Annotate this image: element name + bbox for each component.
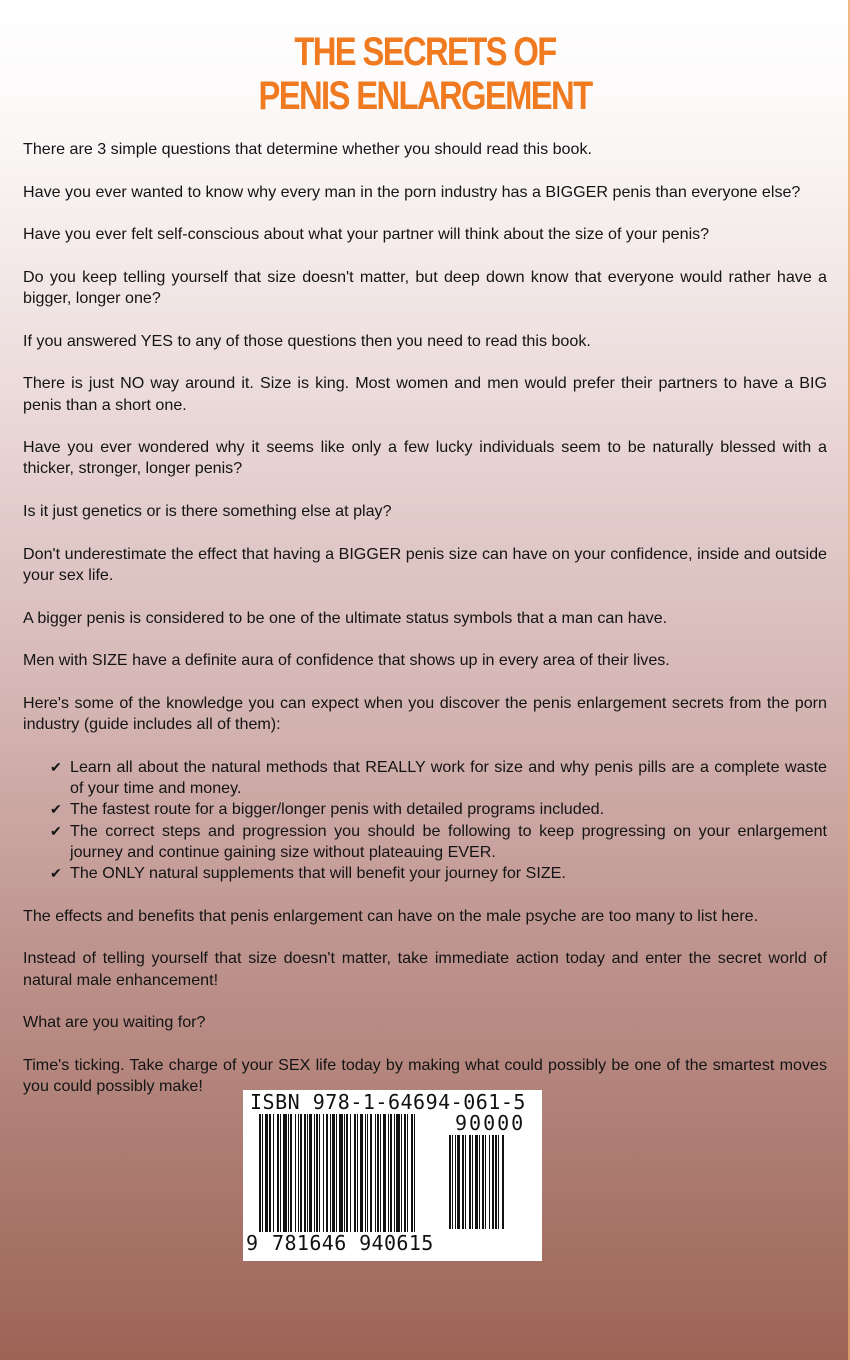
- paragraph: Is it just genetics or is there something else at play?: [23, 502, 392, 521]
- isbn-label: ISBN 978-1-64694-061-5: [250, 1090, 526, 1114]
- book-title: [0, 30, 850, 118]
- barcode-bar: [394, 1114, 395, 1232]
- list-item: [50, 799, 827, 820]
- paragraph: Don't underestimate the effect that having a BIGGER penis size can have on your confidence, inside and outside your sex life.: [23, 544, 827, 584]
- isbn-barcode: [243, 1090, 542, 1261]
- barcode-bar: [265, 1114, 268, 1232]
- barcode-bar: [383, 1114, 386, 1232]
- barcode-bar: [283, 1114, 287, 1232]
- paragraph: If you answered YES to any of those questions then you need to read this book.: [23, 331, 591, 350]
- barcode-bar: [262, 1114, 263, 1232]
- paragraph: Here's some of the knowledge you can expect when you discover the penis enlargement secrets from the porn industry (guide includes all of them):: [23, 693, 827, 734]
- barcode-bar: [309, 1114, 312, 1232]
- barcode-bar: [492, 1135, 494, 1229]
- barcode-bar: [455, 1135, 456, 1229]
- list-item: [50, 757, 827, 800]
- barcode-bar: [457, 1135, 460, 1229]
- check-icon: ✔: [50, 758, 62, 775]
- barcode-bar: [336, 1114, 337, 1232]
- barcode-bar: [404, 1114, 406, 1232]
- paragraph: Instead of telling yourself that size doesn't matter, take immediate action today and enter the secret world of natural male enhancement!: [23, 949, 827, 989]
- blurb: [23, 139, 827, 1119]
- barcode-bar: [298, 1114, 299, 1232]
- paragraph: There are 3 simple questions that determine whether you should read this book.: [23, 140, 592, 158]
- list-item-text: Learn all about the natural methods that REALLY work for size and why penis pills are a complete waste of your time and money.: [70, 757, 827, 797]
- paragraph: Have you ever felt self-conscious about what your partner will think about the size of your penis?: [23, 225, 710, 244]
- barcode-bar: [339, 1114, 343, 1232]
- barcode-bar: [332, 1114, 335, 1232]
- barcode-bar: [277, 1114, 279, 1232]
- barcode-bar: [482, 1135, 484, 1229]
- barcode-bar: [300, 1114, 302, 1232]
- paragraph: Have you ever wanted to know why every man in the porn industry has a BIGGER penis than everyone else?: [23, 182, 801, 201]
- barcode-bar: [479, 1135, 480, 1229]
- paragraph: A bigger penis is considered to be one of the ultimate status symbols that a man can have.: [23, 608, 668, 627]
- barcode-bar: [350, 1114, 351, 1232]
- barcode-lead-digit: 9: [246, 1231, 259, 1255]
- barcode-bar: [330, 1114, 331, 1232]
- barcode-bar: [295, 1114, 296, 1232]
- barcode-bar: [375, 1114, 376, 1232]
- barcode-bar: [407, 1114, 408, 1232]
- barcode-bars-addon: [449, 1135, 529, 1231]
- barcode-bar: [316, 1114, 318, 1232]
- title-line-1: THE SECRETS OF: [294, 30, 556, 74]
- list-item: [50, 863, 827, 884]
- barcode-bar: [326, 1114, 328, 1232]
- paragraph: There is just NO way around it. Size is king. Most women and men would prefer their partners to have a BIG penis than a short one.: [23, 374, 827, 414]
- barcode-bar: [365, 1114, 366, 1232]
- check-icon: ✔: [50, 865, 62, 882]
- barcode-bar: [360, 1114, 363, 1232]
- barcode-bar: [323, 1114, 324, 1232]
- barcode-bar: [489, 1135, 490, 1229]
- barcode-bar: [269, 1114, 271, 1232]
- barcode-bar: [390, 1114, 392, 1232]
- barcode-bar: [475, 1135, 478, 1229]
- barcode-bar: [449, 1135, 451, 1229]
- barcode-bar: [357, 1114, 358, 1232]
- barcode-bar: [388, 1114, 389, 1232]
- barcode-bar: [319, 1114, 320, 1232]
- barcode-bar: [495, 1135, 497, 1229]
- barcode-bar: [462, 1135, 464, 1229]
- barcode-bar: [288, 1114, 289, 1232]
- barcode-bar: [346, 1114, 348, 1232]
- barcode-bar: [370, 1114, 372, 1232]
- check-icon: ✔: [50, 801, 62, 818]
- barcode-bar: [465, 1135, 466, 1229]
- barcode-bar: [498, 1135, 499, 1229]
- barcode-bar: [304, 1114, 306, 1232]
- paragraph: Have you ever wondered why it seems like only a few lucky individuals seem to be naturally blessed with a thicker, stronger, longer penis?: [23, 438, 827, 478]
- barcode-bar: [502, 1135, 504, 1229]
- barcode-digits: 781646 940615: [272, 1231, 434, 1255]
- paragraph: Men with SIZE have a definite aura of confidence that shows up in every area of their lives.: [23, 651, 670, 670]
- barcode-bar: [354, 1114, 356, 1232]
- barcode-bar: [380, 1114, 381, 1232]
- paragraph: Time's ticking. Take charge of your SEX life today by making what could possibly be one of the smartest moves you could possibly make!: [23, 1055, 827, 1096]
- check-icon: ✔: [50, 822, 62, 839]
- paragraph: Do you keep telling yourself that size doesn't matter, but deep down know that everyone would rather have a bigger, longer one?: [23, 267, 827, 308]
- benefits-list: [23, 757, 827, 885]
- list-item-text: The fastest route for a bigger/longer penis with detailed programs included.: [70, 800, 605, 819]
- barcode-bar: [307, 1114, 308, 1232]
- list-item: [50, 821, 827, 864]
- barcode-bar: [401, 1114, 402, 1232]
- barcode-bar: [344, 1114, 345, 1232]
- barcode-bar: [411, 1114, 413, 1232]
- barcode-bar: [452, 1135, 453, 1229]
- barcode-bar: [367, 1114, 368, 1232]
- price-code: 90000: [455, 1111, 526, 1135]
- barcode-bars-main: [259, 1114, 439, 1250]
- barcode-bar: [485, 1135, 486, 1229]
- paragraph: The effects and benefits that penis enlargement can have on the male psyche are too many to list here.: [23, 906, 759, 925]
- barcode-bar: [273, 1114, 274, 1232]
- barcode-bar: [414, 1114, 415, 1232]
- barcode-bar: [377, 1114, 379, 1232]
- barcode-bar: [259, 1114, 261, 1232]
- title-line-2: PENIS ENLARGEMENT: [258, 74, 592, 118]
- barcode-bar: [396, 1114, 400, 1232]
- barcode-bar: [280, 1114, 281, 1232]
- barcode-bar: [314, 1114, 315, 1232]
- barcode-bar: [472, 1135, 473, 1229]
- barcode-bar: [290, 1114, 292, 1232]
- barcode-bar: [469, 1135, 471, 1229]
- list-item-text: The ONLY natural supplements that will benefit your journey for SIZE.: [70, 864, 566, 883]
- list-item-text: The correct steps and progression you should be following to keep progressing on your enlargement journey and continue gaining size without plateauing EVER.: [70, 821, 827, 861]
- paragraph: What are you waiting for?: [23, 1013, 206, 1032]
